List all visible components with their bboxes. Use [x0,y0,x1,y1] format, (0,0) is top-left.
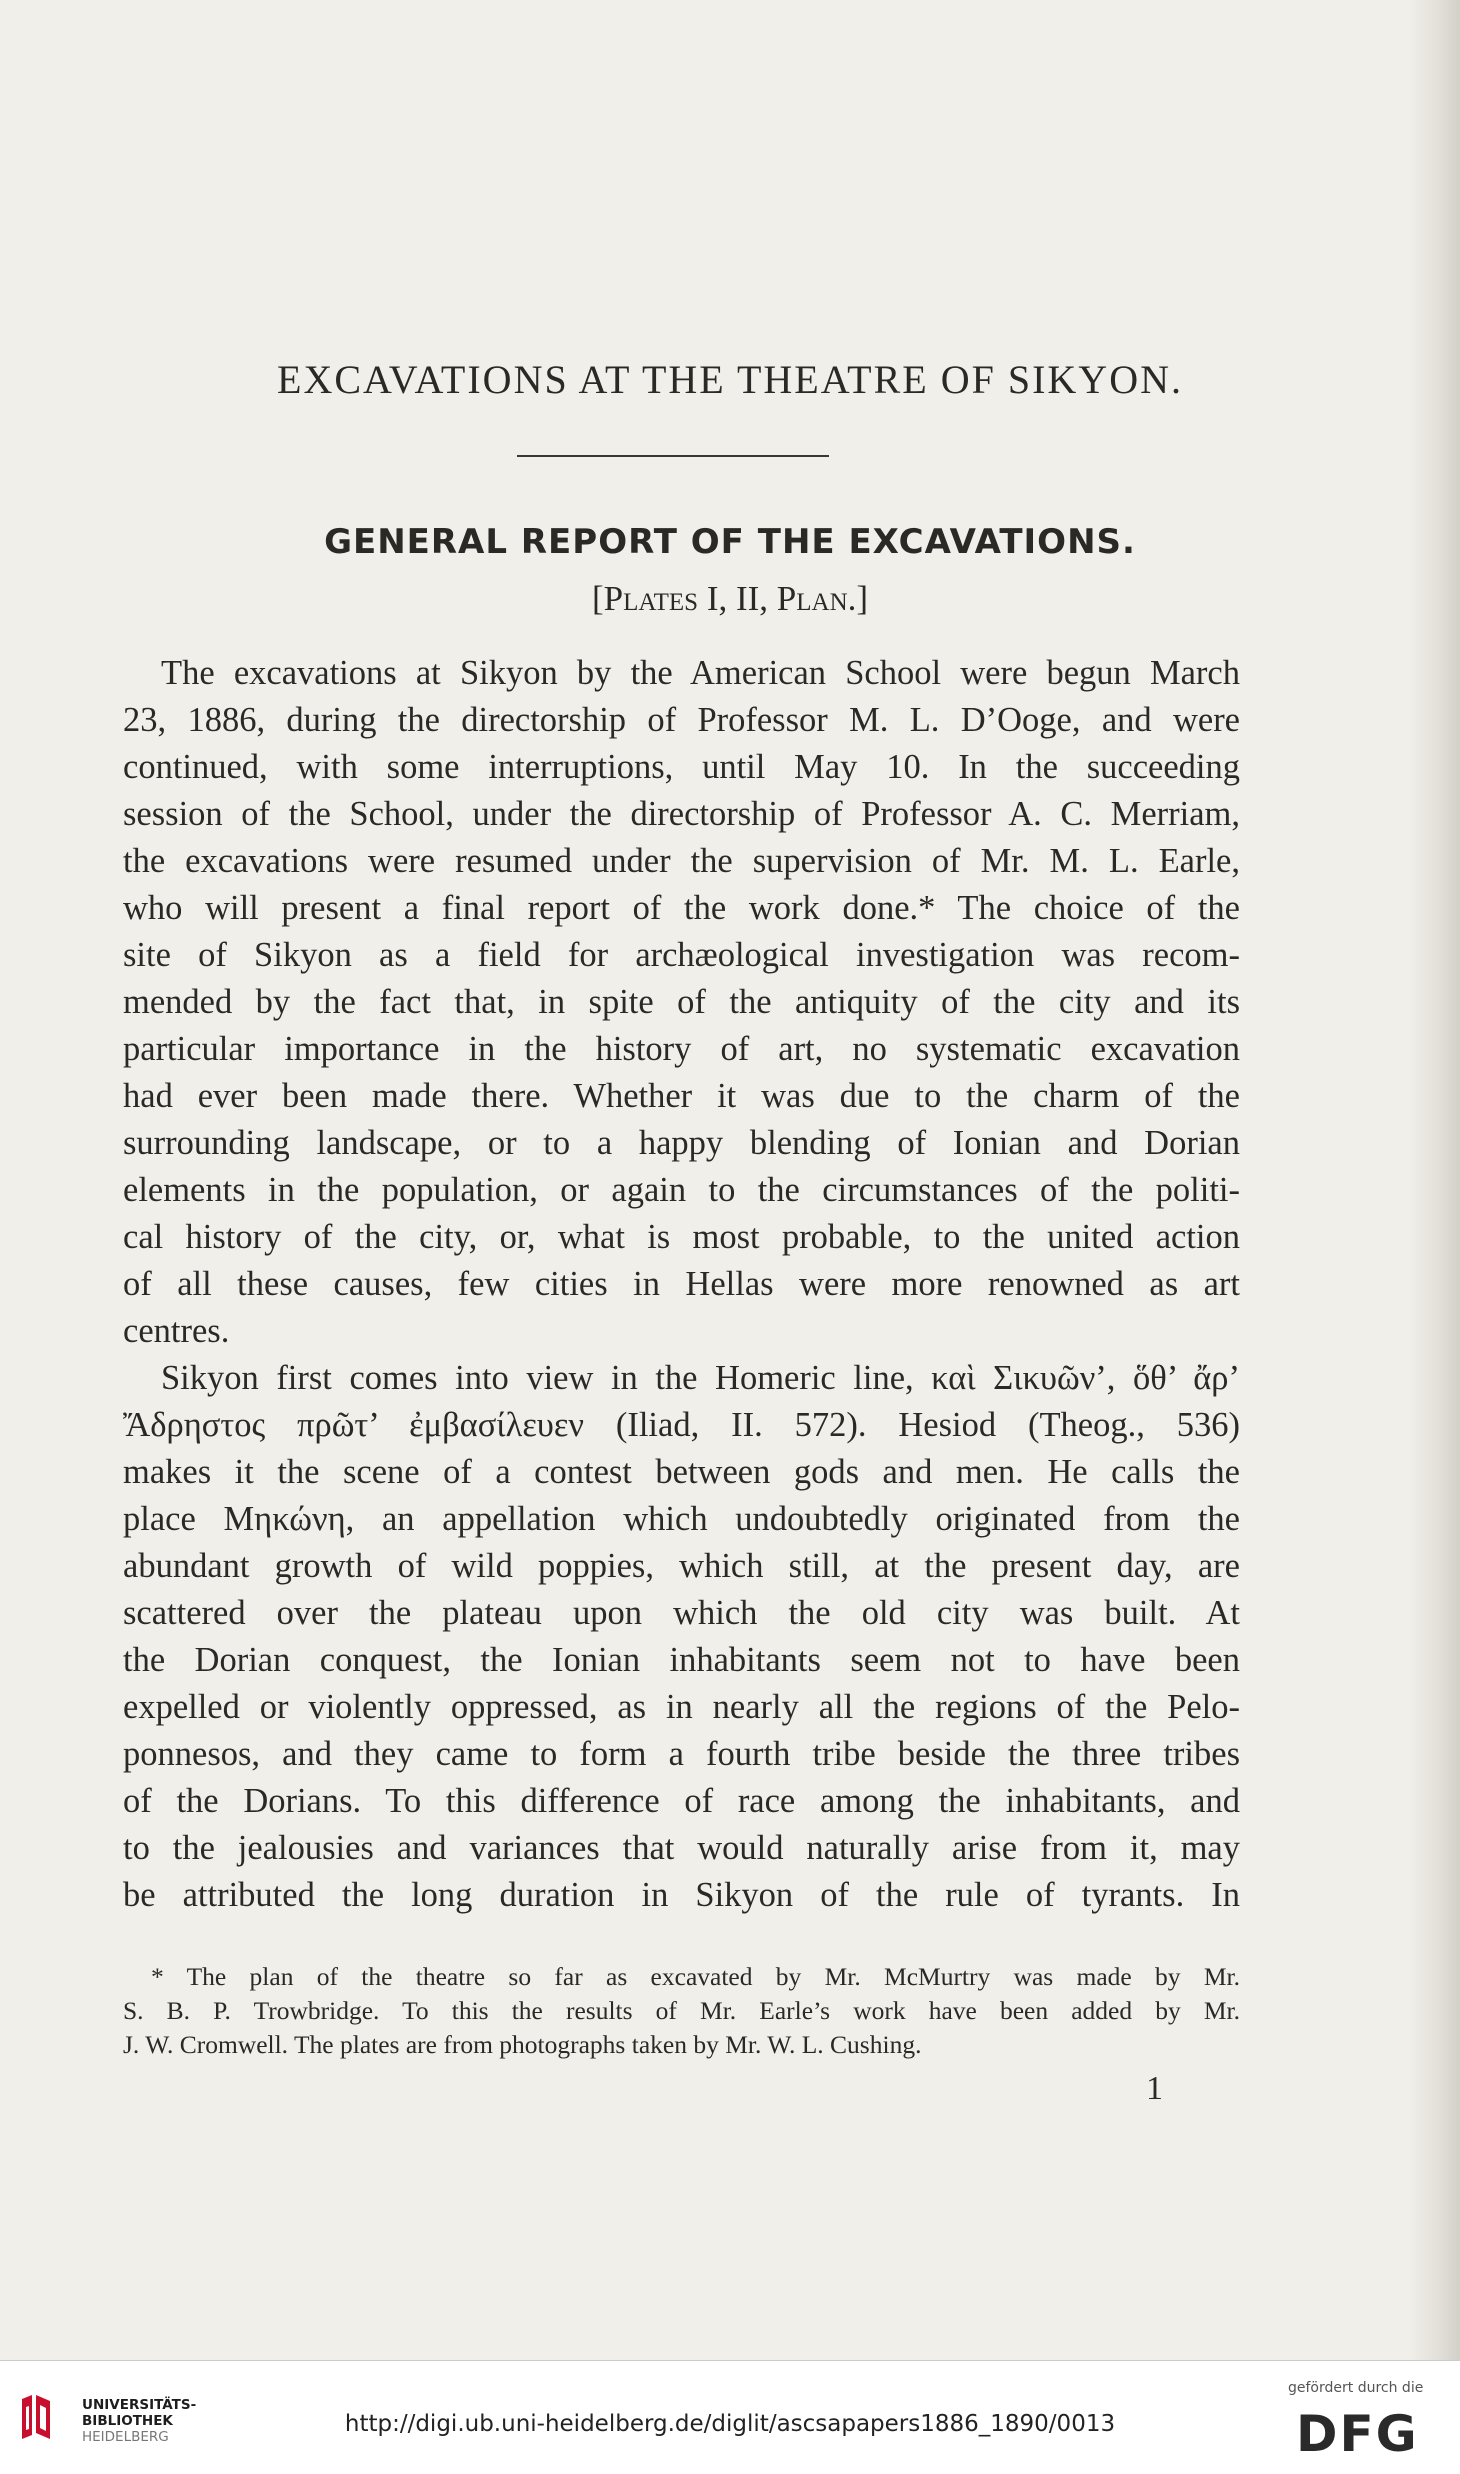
footnote-line: J. W. Cromwell. The plates are from photographs taken by Mr. W. L. Cushing. [123,2030,922,2059]
text-line: Ἄδρηστος πρῶτ’ ἐμβασίλευεν (Iliad, II. 572). Hesiod (Theog., 536) [123,1406,1240,1444]
body-text [123,650,1240,1919]
text-line: ponnesos, and they came to form a fourth tribe beside the three tribes [123,1735,1240,1773]
text-line: of all these causes, few cities in Hellas were more renowned as art [123,1265,1240,1303]
text-line: abundant growth of wild poppies, which still, at the present day, are [123,1547,1240,1585]
text-line: mended by the fact that, in spite of the antiquity of the city and its [123,983,1240,1021]
text-line: elements in the population, or again to the circumstances of the politi- [123,1171,1240,1209]
text-line: the excavations were resumed under the supervision of Mr. M. L. Earle, [123,842,1240,880]
text-line: had ever been made there. Whether it was due to the charm of the [123,1077,1240,1115]
page-number: 1 [1146,2070,1163,2107]
text-line: scattered over the plateau upon which the old city was built. At [123,1594,1240,1632]
logo-line: HEIDELBERG [82,2429,169,2445]
text-line: session of the School, under the directorship of Professor A. C. Merriam, [123,795,1240,833]
text-line: particular importance in the history of art, no systematic excavation [123,1030,1240,1068]
logo-line: UNIVERSITÄTS- [82,2397,197,2413]
section-heading: GENERAL REPORT OF THE EXCAVATIONS. [324,522,1136,562]
text-line: place Μηκώνη, an appellation which undoubtedly originated from the [123,1500,1240,1538]
logo-line: BIBLIOTHEK [82,2413,173,2429]
text-line: site of Sikyon as a field for archæological investigation was recom- [123,936,1240,974]
footnote-line: S. B. P. Trowbridge. To this the results of Mr. Earle’s work have been added by Mr. [123,1996,1240,2025]
text-line: cal history of the city, or, what is most probable, to the united action [123,1218,1240,1256]
text-line: Sikyon first comes into view in the Homeric line, καὶ Σικυῶν’, ὅθ’ ἄρ’ [161,1359,1240,1397]
text-line: continued, with some interruptions, until May 10. In the succeeding [123,748,1240,786]
text-line: centres. [123,1312,230,1350]
text-line: be attributed the long duration in Sikyon of the rule of tyrants. In [123,1876,1240,1914]
text-line: who will present a final report of the work done.* The choice of the [123,889,1240,927]
dfg-logo: DFG [1296,2405,1419,2463]
funding-note: gefördert durch die [1288,2380,1424,2396]
title-divider [517,455,829,457]
text-line: to the jealousies and variances that would naturally arise from it, may [123,1829,1240,1867]
footnote-line: * The plan of the theatre so far as excavated by Mr. McMurtry was made by Mr. [151,1962,1240,1991]
page-gutter-shadow [1408,0,1460,2360]
permalink-url[interactable]: http://digi.ub.uni-heidelberg.de/diglit/ascsapapers1886_1890/0013 [344,2411,1116,2437]
text-line: makes it the scene of a contest between gods and men. He calls the [123,1453,1240,1491]
footnote [123,1960,1240,2062]
text-line: The excavations at Sikyon by the American School were begun March [161,654,1240,692]
plates-reference: [Plates I, II, Plan.] [591,579,869,618]
text-line: the Dorian conquest, the Ionian inhabitants seem not to have been [123,1641,1240,1679]
text-line: expelled or violently oppressed, as in nearly all the regions of the Pelo- [123,1688,1240,1726]
text-line: 23, 1886, during the directorship of Professor M. L. D’Ooge, and were [123,701,1240,739]
article-title: EXCAVATIONS AT THE THEATRE OF SIKYON. [277,357,1183,402]
text-line: surrounding landscape, or to a happy blending of Ionian and Dorian [123,1124,1240,1162]
text-line: of the Dorians. To this difference of race among the inhabitants, and [123,1782,1240,1820]
